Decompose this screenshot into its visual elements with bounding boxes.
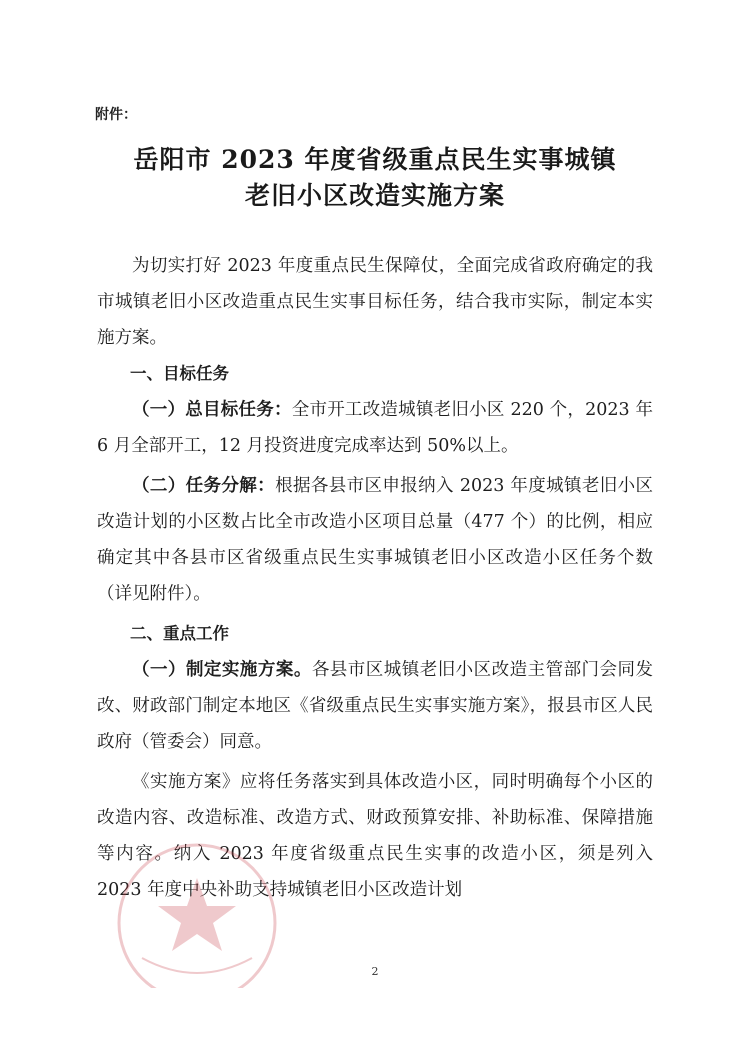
paragraph-overall-target	[97, 392, 653, 464]
paragraph-text: 根据各县市区申报纳入 2023 年度城镇老旧小区改造计划的小区数占比全市改造小区项目总量（477 个）的比例，相应确定其中各县市区省级重点民生实事城镇老旧小区改造小区任务个数（详见附件）。	[97, 476, 653, 604]
paragraph-lead: （一）制定实施方案。	[132, 660, 312, 680]
paragraph-text: 全市开工改造城镇老旧小区 220 个，2023 年 6 月全部开工，12 月投资进度完成率达到 50%以上。	[97, 400, 653, 456]
intro-paragraph: 为切实打好 2023 年度重点民生保障仗，全面完成省政府确定的我市城镇老旧小区改造重点民生实事目标任务，结合我市实际，制定本实施方案。	[97, 256, 653, 348]
document-title-line-1: 岳阳市 2023 年度省级重点民生实事城镇	[133, 145, 617, 174]
paragraph-lead: （一）总目标任务：	[132, 400, 292, 420]
section-heading-key-work: 二、重点工作	[130, 624, 229, 643]
attachment-label: 附件：	[95, 107, 137, 123]
page-number: 2	[371, 965, 379, 978]
paragraph-plan-requirements: 《实施方案》应将任务落实到具体改造小区，同时明确每个小区的改造内容、改造标准、改造方式、财政预算安排、补助标准、保障措施等内容。纳入 2023 年度省级重点民生实事的改造小区，须是列入 2023 年度中央补助支持城镇老旧小区改造计划	[97, 772, 653, 900]
paragraph-lead: （二）任务分解：	[132, 476, 276, 496]
paragraph-text: 各县市区城镇老旧小区改造主管部门会同发改、财政部门制定本地区《省级重点民生实事实施方案》，报县市区人民政府（管委会）同意。	[97, 660, 654, 752]
section-heading-goals: 一、目标任务	[130, 364, 229, 383]
document-body	[97, 248, 653, 908]
seal-star-icon	[158, 878, 236, 951]
document-title-line-2: 老旧小区改造实施方案	[244, 181, 505, 210]
paragraph-task-breakdown	[97, 468, 653, 612]
paragraph-implementation-plan	[97, 652, 653, 760]
